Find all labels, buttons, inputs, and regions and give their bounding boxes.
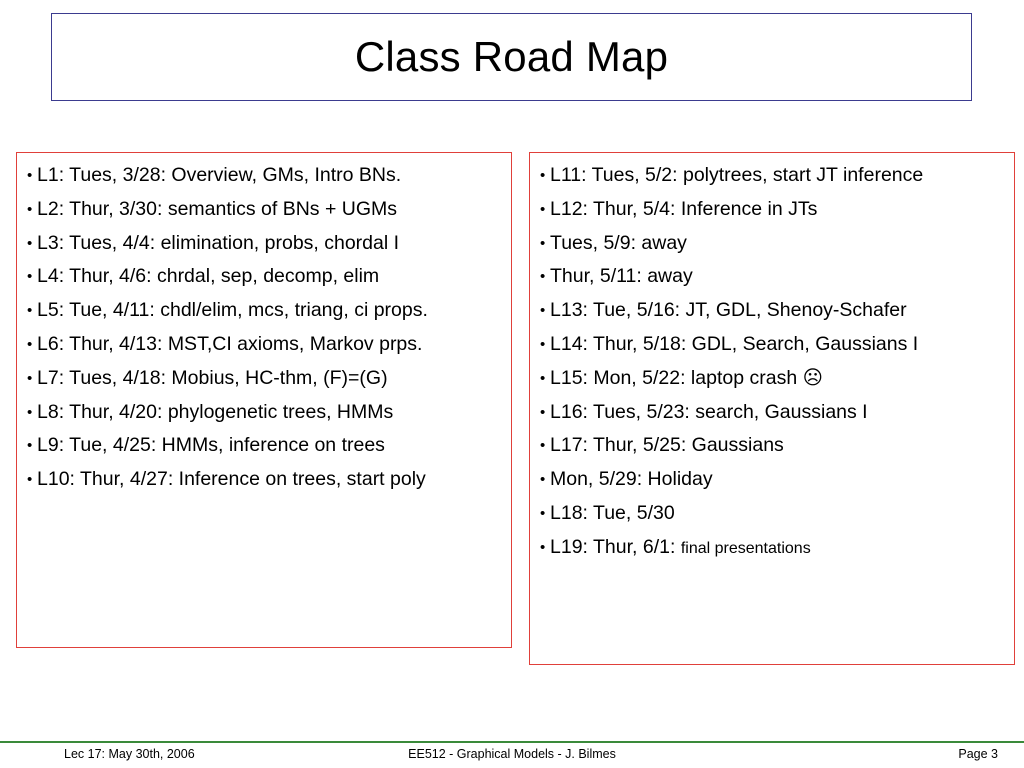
list-item (540, 193, 1008, 227)
list-item-text: L7: Tues, 4/18: Mobius, HC-thm, (F)=(G) (37, 366, 388, 389)
left-schedule-list (27, 159, 505, 497)
list-item (540, 260, 1008, 294)
list-item-text: L4: Thur, 4/6: chrdal, sep, decomp, elim (37, 265, 380, 288)
bullet-icon: • (27, 369, 33, 387)
bullet-icon: • (540, 302, 546, 320)
bullet-icon: • (540, 335, 546, 353)
list-item-text: Thur, 5/11: away (550, 265, 693, 288)
list-item (540, 328, 1008, 362)
list-item-text: L11: Tues, 5/2: polytrees, start JT inference (550, 164, 924, 186)
bullet-icon: • (27, 437, 33, 455)
bullet-icon: • (540, 538, 546, 556)
list-item-text: L12: Thur, 5/4: Inference in JTs (550, 197, 818, 220)
bullet-icon: • (540, 234, 546, 252)
bullet-icon: • (27, 471, 33, 489)
bullet-icon: • (540, 437, 546, 455)
footer-lecture: Lec 17: May 30th, 2006 (64, 747, 195, 761)
list-item-text: L6: Thur, 4/13: MST,CI axioms, Markov prps. (37, 332, 423, 355)
right-schedule-panel (529, 152, 1015, 665)
list-item (27, 463, 505, 497)
list-item (27, 227, 505, 261)
bullet-icon: • (540, 369, 546, 387)
title-box (51, 13, 972, 101)
bullet-icon: • (540, 268, 546, 286)
bullet-icon: • (27, 234, 33, 252)
list-item (27, 294, 505, 328)
list-item (27, 328, 505, 362)
list-item-note: final presentations (680, 539, 811, 557)
list-item (27, 260, 505, 294)
list-item (27, 362, 505, 396)
list-item-text: L9: Tue, 4/25: HMMs, inference on trees (37, 434, 385, 457)
bullet-icon: • (27, 167, 33, 184)
bullet-icon: • (27, 268, 33, 286)
list-item (27, 159, 505, 193)
list-item-text: L17: Thur, 5/25: Gaussians (550, 434, 784, 457)
list-item (540, 159, 1008, 193)
footer-rule (0, 741, 1024, 743)
list-item-text: L19: Thur, 6/1: (550, 535, 681, 558)
list-item-text: L15: Mon, 5/22: laptop crash ☹ (550, 366, 823, 389)
right-schedule-list (540, 159, 1008, 566)
list-item (27, 193, 505, 227)
list-item (540, 429, 1008, 463)
bullet-icon: • (540, 471, 546, 489)
list-item (540, 531, 1008, 566)
list-item-text: L10: Thur, 4/27: Inference on trees, start poly (37, 468, 426, 491)
list-item (540, 227, 1008, 261)
footer-course: EE512 - Graphical Models - J. Bilmes (408, 747, 616, 761)
bullet-icon: • (27, 403, 33, 421)
list-item-text: L2: Thur, 3/30: semantics of BNs + UGMs (37, 197, 397, 220)
list-item (540, 463, 1008, 497)
bullet-icon: • (540, 200, 546, 218)
list-item (540, 497, 1008, 531)
bullet-icon: • (27, 335, 33, 353)
list-item-text: Tues, 5/9: away (550, 231, 687, 254)
list-item (540, 396, 1008, 430)
bullet-icon: • (540, 403, 546, 421)
bullet-icon: • (540, 167, 546, 184)
footer-page-number: Page 3 (958, 747, 998, 761)
list-item (540, 362, 1008, 396)
list-item-text: L13: Tue, 5/16: JT, GDL, Shenoy-Schafer (550, 299, 907, 322)
list-item (540, 294, 1008, 328)
list-item (27, 429, 505, 463)
list-item-text: L3: Tues, 4/4: elimination, probs, chordal I (37, 231, 400, 254)
list-item-text: L14: Thur, 5/18: GDL, Search, Gaussians I (550, 332, 919, 355)
list-item-text: L1: Tues, 3/28: Overview, GMs, Intro BNs. (37, 164, 402, 186)
left-schedule-panel (16, 152, 512, 648)
bullet-icon: • (540, 504, 546, 522)
list-item-text: L8: Thur, 4/20: phylogenetic trees, HMMs (37, 400, 394, 423)
list-item (27, 396, 505, 430)
list-item-text: L18: Tue, 5/30 (550, 501, 675, 524)
list-item-text: Mon, 5/29: Holiday (550, 468, 713, 491)
bullet-icon: • (27, 302, 33, 320)
list-item-text: L16: Tues, 5/23: search, Gaussians I (550, 400, 868, 423)
bullet-icon: • (27, 200, 33, 218)
slide-title: Class Road Map (354, 33, 669, 80)
list-item-text: L5: Tue, 4/11: chdl/elim, mcs, triang, ci props. (37, 299, 428, 322)
